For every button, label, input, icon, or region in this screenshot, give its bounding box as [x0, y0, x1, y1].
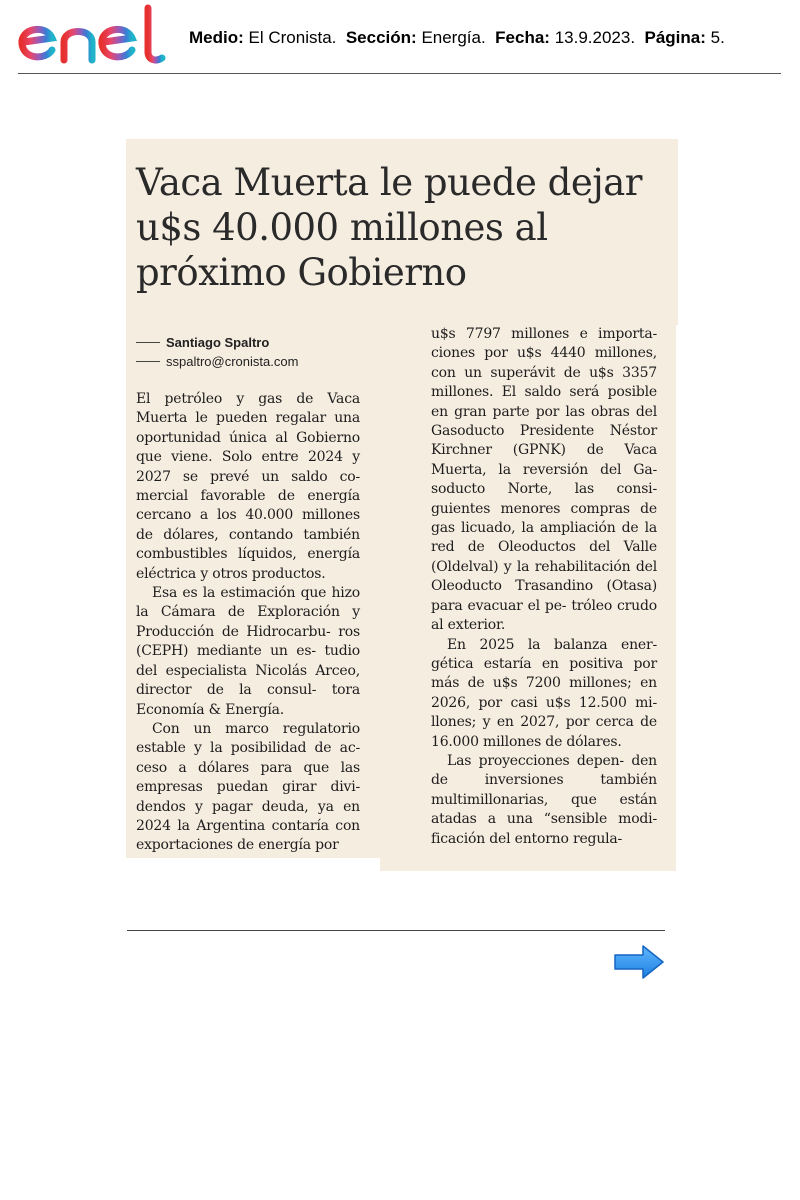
text-line: ros (CEPH) mediante un es- — [136, 623, 360, 660]
text-line: ciones por u$s 4440 millones, — [431, 345, 657, 362]
text-line: 2027 se prevé un saldo co- — [136, 468, 360, 485]
byline — [136, 333, 298, 371]
text-line: (Otasa) para evacuar el pe- — [431, 578, 657, 614]
text-line: guientes menores compras de — [431, 500, 657, 517]
arrow-right-icon[interactable] — [613, 944, 665, 980]
medio-value: El Cronista. — [248, 28, 337, 47]
text-line: Las proyecciones depen- — [447, 752, 624, 769]
fecha-label: Fecha: — [495, 28, 550, 47]
seccion-value: Energía. — [421, 28, 486, 47]
text-line: ficación del entorno regula- — [431, 830, 623, 847]
text-line: con un superávit de u$s 3357 — [431, 364, 657, 381]
text-line: Con un marco regulatorio — [152, 720, 360, 737]
text-line: empresas puedan girar divi- — [136, 779, 360, 796]
pagina-label: Página: — [644, 28, 706, 47]
text-line: ceso a dólares para que las — [136, 759, 360, 776]
article-paragraph — [136, 390, 360, 584]
text-line: tudio del especialista Nicolás — [136, 643, 360, 679]
text-line: gética estaría en positiva por — [431, 655, 657, 672]
text-line: exportaciones de energía por — [136, 837, 339, 854]
headline-line: Vaca Muerta le puede dejar — [136, 161, 642, 204]
author-email: sspaltro@cronista.com — [166, 354, 299, 369]
article-paragraph — [431, 752, 657, 849]
article-paragraph — [431, 325, 657, 636]
text-line: Arceo, director de la consul- — [136, 662, 360, 699]
text-line: Kirchner (GPNK) de Vaca — [431, 442, 657, 459]
text-line: Esa es la estimación que — [152, 585, 327, 602]
source-metadata — [189, 28, 725, 48]
text-line: hizo la Cámara de Exploración — [136, 585, 360, 621]
article-paragraph — [136, 720, 360, 856]
text-line: Muerta, la reversión del Ga- — [431, 461, 657, 478]
text-line: El petróleo y gas de Vaca — [136, 391, 360, 407]
text-line: de dólares, contando también — [136, 526, 360, 543]
text-line: 16.000 millones de dólares. — [431, 733, 622, 750]
article-column-right — [431, 325, 657, 849]
text-line: cercano a los 40.000 millones — [136, 507, 360, 524]
enel-logo — [16, 4, 180, 68]
text-line: 2024 la Argentina contaría con — [136, 817, 360, 834]
text-line: den de inversiones también — [431, 752, 657, 789]
text-line: gas licuado, la ampliación de la — [431, 520, 657, 537]
seccion-label: Sección: — [345, 28, 417, 47]
medio-label: Medio: — [189, 28, 244, 47]
text-line: combustibles líquidos, energía — [136, 546, 360, 563]
text-line: tora Economía & Energía. — [136, 682, 360, 718]
text-line: en gran parte por las obras del — [431, 403, 657, 420]
text-line: En 2025 la balanza ener- — [447, 636, 657, 653]
text-line: más de u$s 7200 millones; en — [431, 675, 657, 692]
text-line: y Producción de Hidrocarbu- — [136, 604, 360, 640]
author-name: Santiago Spaltro — [166, 335, 270, 350]
headline-line: u$s 40.000 millones al — [136, 206, 548, 249]
text-line: del Oleoducto Trasandino — [431, 558, 657, 595]
article-paragraph — [136, 584, 360, 720]
text-line: soducto Norte, las consi- — [431, 481, 657, 498]
header-divider — [18, 73, 781, 74]
text-line: u$s 7797 millones e importa- — [431, 326, 657, 342]
text-line: eléctrica y otros productos. — [136, 565, 326, 582]
text-line: mercial favorable de energía — [136, 488, 360, 505]
text-line: millones. El saldo será posible — [431, 384, 657, 401]
article-paragraph — [431, 636, 657, 752]
text-line: que viene. Solo entre 2024 y — [136, 449, 360, 466]
text-line: atadas a una “sensible modi- — [431, 811, 657, 828]
text-line: estable y la posibilidad de ac- — [136, 740, 360, 757]
footer-divider — [127, 930, 665, 931]
article-column-left — [136, 390, 360, 856]
headline-line: próximo Gobierno — [136, 251, 467, 294]
text-line: oportunidad única al Gobierno — [136, 429, 360, 446]
text-line: 2026, por casi u$s 12.500 mi- — [431, 694, 657, 711]
text-line: Muerta le pueden regalar una — [136, 410, 360, 427]
text-line: (Oldelval) y la rehabilitación — [431, 558, 631, 575]
text-line: tróleo crudo al exterior. — [431, 597, 657, 634]
text-line: dendos y pagar deuda, ya en — [136, 798, 360, 815]
text-line: llones; y en 2027, por cerca de — [431, 714, 657, 731]
pagina-value: 5. — [710, 28, 725, 47]
text-line: Gasoducto Presidente Néstor — [431, 423, 657, 440]
text-line: multimillonarias, que están — [431, 791, 657, 808]
article-headline — [136, 160, 676, 295]
fecha-value: 13.9.2023. — [554, 28, 636, 47]
text-line: red de Oleoductos del Valle — [431, 539, 657, 556]
